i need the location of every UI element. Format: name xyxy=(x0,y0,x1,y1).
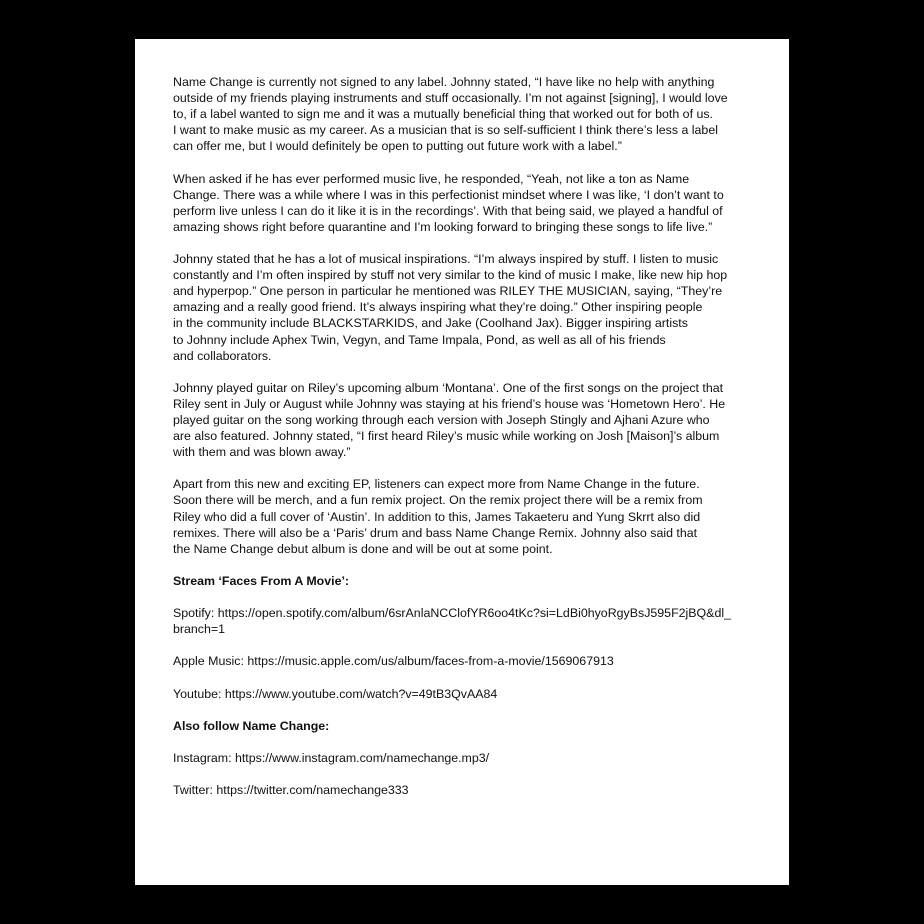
youtube-link[interactable]: Youtube: https://www.youtube.com/watch?v=49tB3QvAA84 xyxy=(173,686,498,701)
article-body xyxy=(173,74,758,814)
document-page xyxy=(135,39,789,885)
follow-heading: Also follow Name Change: xyxy=(173,718,330,733)
stream-heading: Stream ‘Faces From A Movie’: xyxy=(173,573,350,588)
twitter-link[interactable]: Twitter: https://twitter.com/namechange333 xyxy=(173,783,409,798)
spotify-link[interactable]: Spotify: https://open.spotify.com/album/6srAnlaNCClofYR6oo4tKc?si=LdBi0hyoRgyBsJ595F2jBQ&dl_ branch=1 xyxy=(173,606,731,637)
paragraph-inspirations: Johnny stated that he has a lot of musical inspirations. “I’m always inspired by stuff. I listen to music constantly and I’m often inspired by stuff not very similar to the kind of music I make, like new hip hop and hyperpop.” One person in particular he mentioned was RILEY THE MUSICIAN, saying, “They’re amazing and a really good friend. It’s always inspiring what they’re doing.” Other inspiring people in the community include BLACKSTARKIDS, and Jake (Coolhand Jax). Bigger inspiring artists to Johnny include Aphex Twin, Vegyn, and Tame Impala, Pond, as well as all of his friends and collaborators. xyxy=(173,252,728,363)
paragraph-label-status: Name Change is currently not signed to any label. Johnny stated, “I have like no help with anything outside of my friends playing instruments and stuff occasionally. I’m not against [signing], I would love to, if a label wanted to sign me and it was a mutually beneficial thing that worked out for both of us. I want to make music as my career. As a musician that is so self-sufficient I think there’s less a label can offer me, but I would definitely be open to putting out future work with a label.” xyxy=(173,75,728,154)
instagram-link[interactable]: Instagram: https://www.instagram.com/namechange.mp3/ xyxy=(173,750,490,765)
paragraph-live-shows: When asked if he has ever performed music live, he responded, “Yeah, not like a ton as Name Change. There was a while where I was in this perfectionist mindset where I was like, ‘I don’t want to perform live unless I can do it like it is in the recordings’. With that being said, we played a handful of amazing shows right before quarantine and I’m looking forward to bringing these songs to life live.” xyxy=(173,171,724,234)
paragraph-future-plans: Apart from this new and exciting EP, listeners can expect more from Name Change in the future. Soon there will be merch, and a fun remix project. On the remix project there will be a remix from Riley who did a full cover of ‘Austin’. In addition to this, James Takaeteru and Yung Skrrt also did remixes. There will also be a ‘Paris’ drum and bass Name Change Remix. Johnny also said that the Name Change debut album is done and will be out at some point. xyxy=(173,477,703,556)
paragraph-montana-album: Johnny played guitar on Riley’s upcoming album ‘Montana’. One of the first songs on the project that Riley sent in July or August while Johnny was staying at his friend’s house was ‘Hometown Hero’. He played guitar on the song working through each version with Joseph Stingly and Ajhani Azure who are also featured. Johnny stated, “I first heard Riley’s music while working on Josh [Maison]’s album with them and was blown away.” xyxy=(173,380,726,460)
apple-music-link[interactable]: Apple Music: https://music.apple.com/us/album/faces-from-a-movie/1569067913 xyxy=(173,654,614,669)
